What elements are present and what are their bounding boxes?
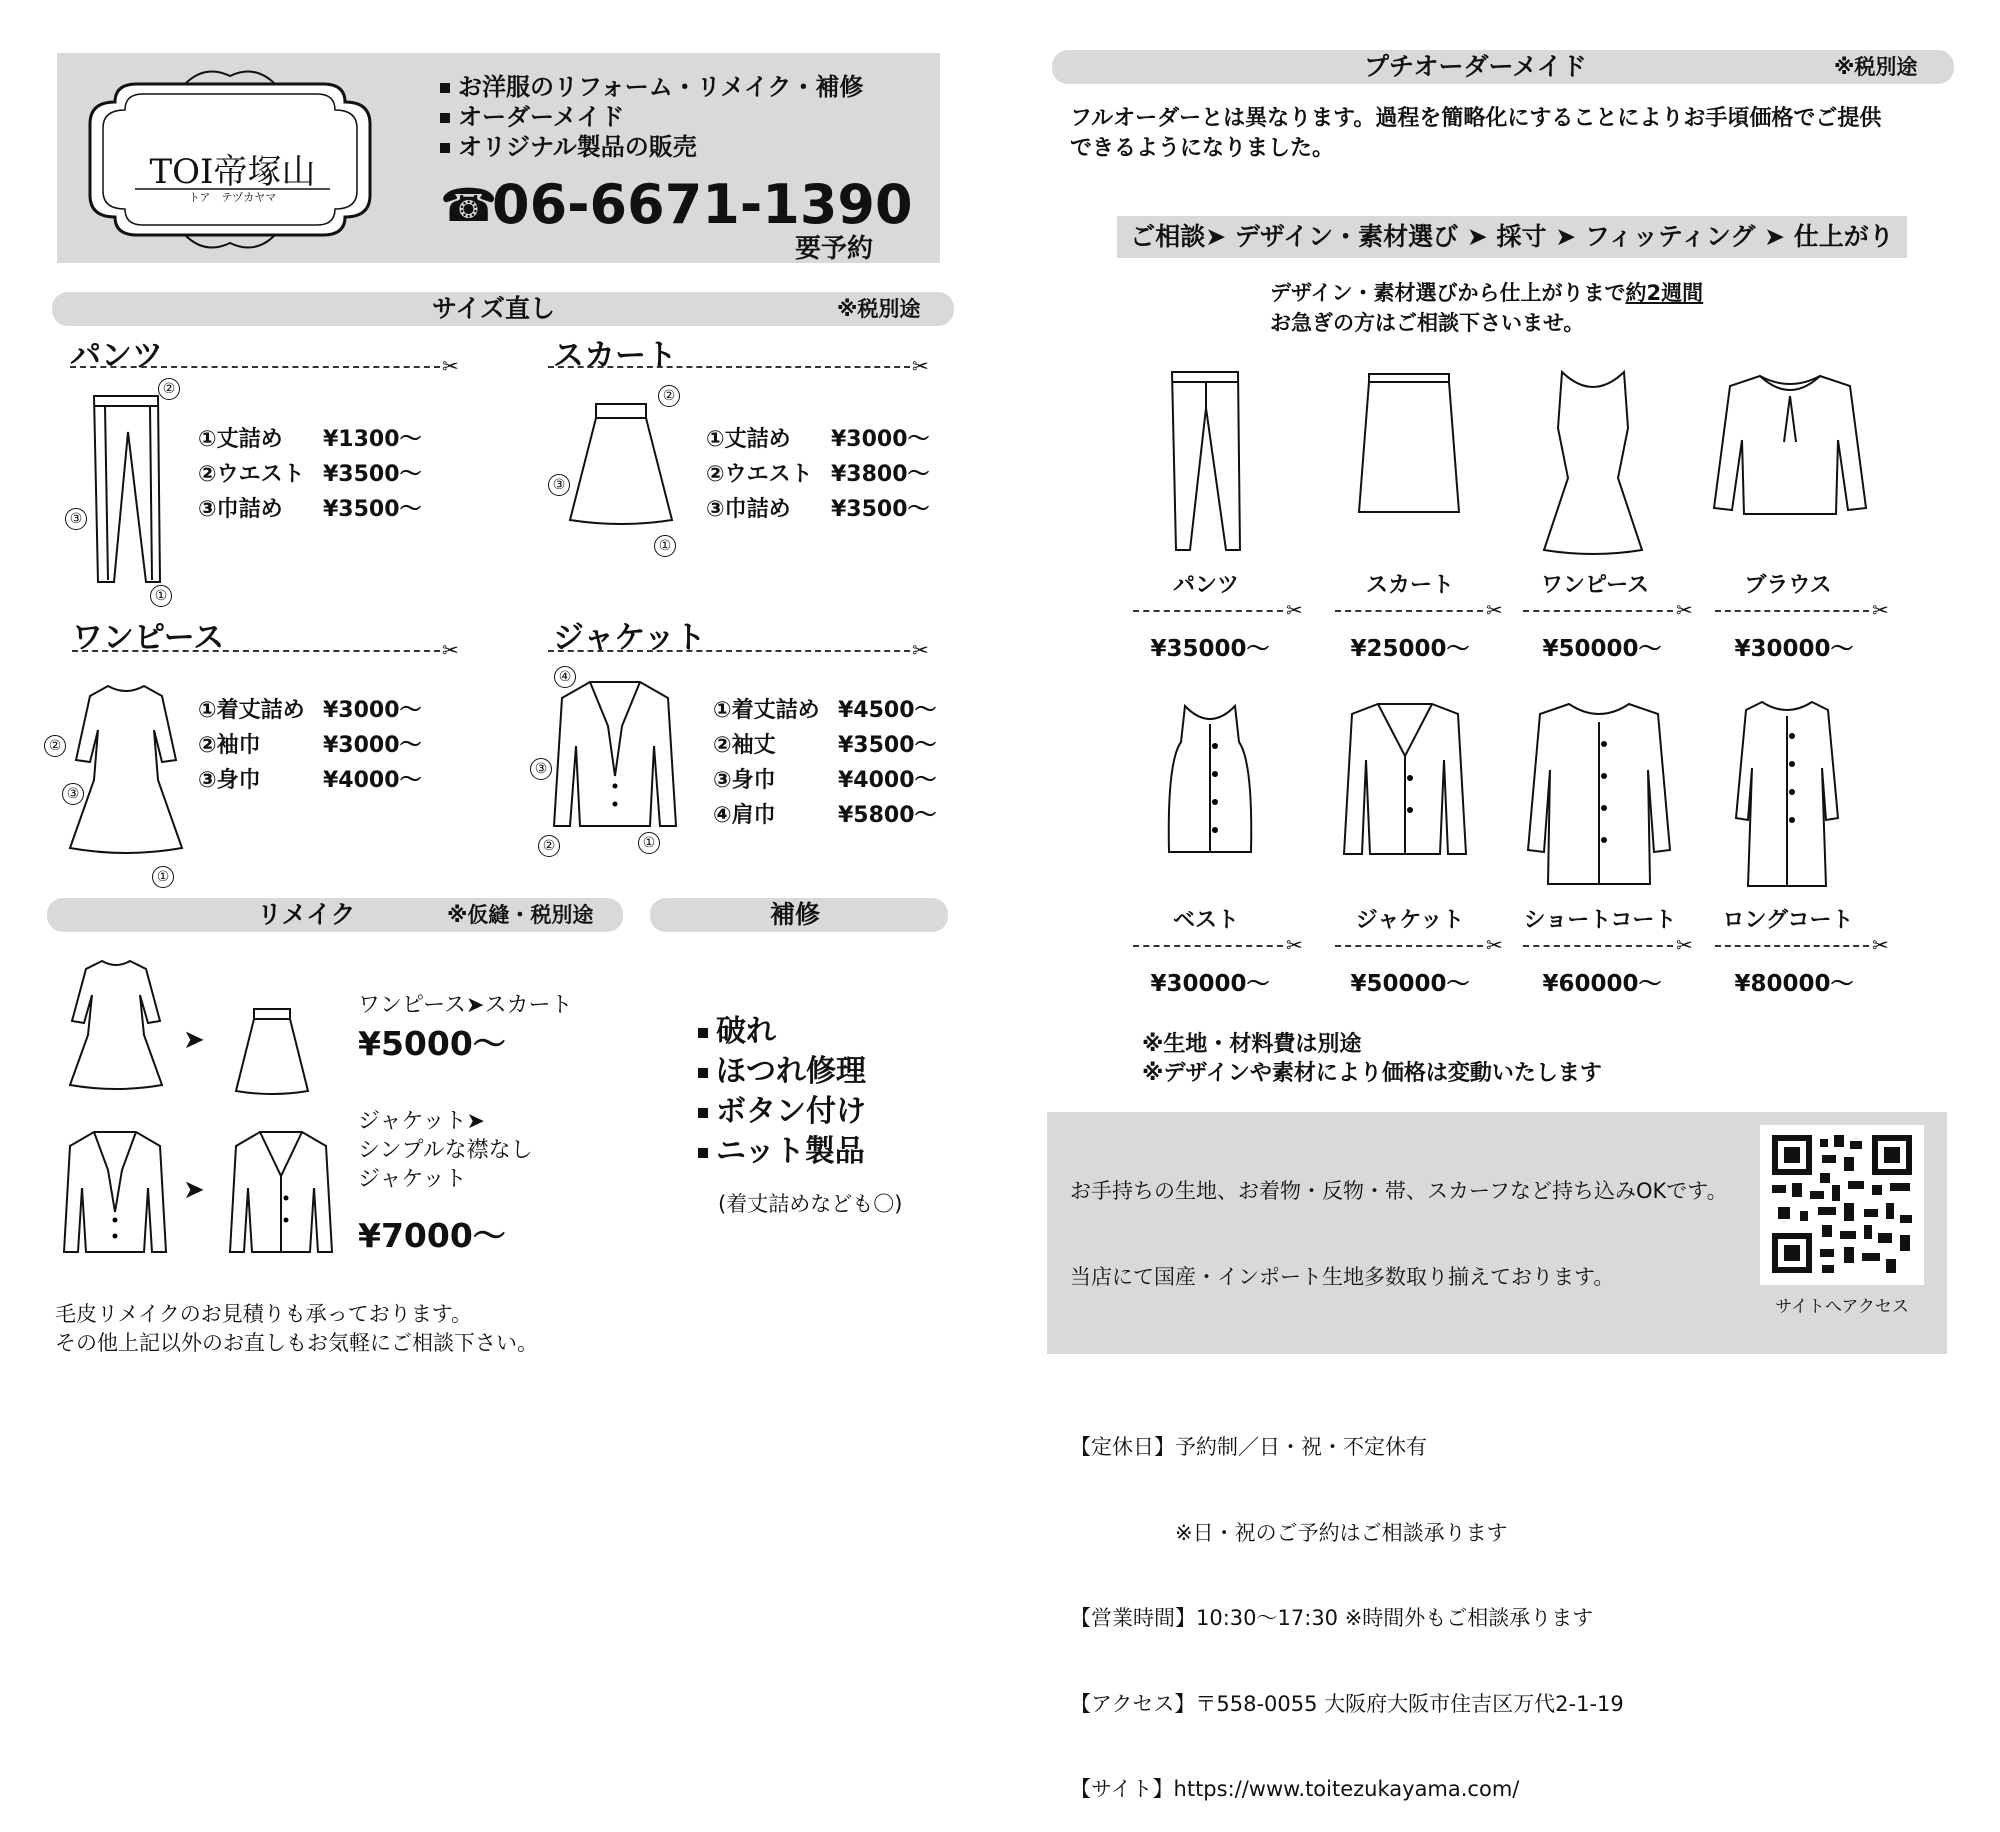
product-name: パンツ bbox=[1172, 573, 1239, 598]
qr-caption: サイトへアクセス bbox=[1775, 1297, 1909, 1317]
cut-line bbox=[72, 650, 440, 652]
marker-1: ① bbox=[150, 585, 172, 607]
pants-illustration bbox=[90, 392, 170, 592]
duration-text: デザイン・素材選びから仕上がりまで約2週間 お急ぎの方はご相談下さいませ。 bbox=[1270, 281, 1704, 335]
repair-list bbox=[698, 1012, 866, 1172]
product-name: スカート bbox=[1365, 573, 1454, 598]
short-coat-illustration bbox=[1524, 700, 1674, 890]
remake-header bbox=[47, 898, 623, 932]
product-name: ブラウス bbox=[1744, 573, 1832, 598]
price-row: ②ウエスト ¥3800〜 bbox=[706, 462, 930, 487]
pants-illustration bbox=[1168, 368, 1248, 558]
remake-item1-label: ワンピース➤スカート bbox=[358, 993, 573, 1018]
marker-2: ② bbox=[44, 735, 66, 757]
cut-line bbox=[1133, 610, 1283, 612]
petit-tax-note: ※税別途 bbox=[1834, 55, 1918, 79]
scissors-icon: ✂ bbox=[1486, 933, 1503, 957]
scissors-icon: ✂ bbox=[1872, 598, 1889, 622]
price-row: ②ウエスト ¥3500〜 bbox=[198, 462, 422, 487]
collarless-jacket-illustration bbox=[226, 1128, 336, 1258]
product-name: ショートコート bbox=[1523, 908, 1677, 933]
skirt-title: スカート bbox=[553, 338, 677, 374]
cut-line bbox=[1133, 945, 1283, 947]
scissors-icon: ✂ bbox=[442, 354, 459, 378]
scissors-icon: ✂ bbox=[1286, 598, 1303, 622]
onepiece-title: ワンピース bbox=[72, 620, 225, 656]
marker-3: ③ bbox=[62, 783, 84, 805]
price-row: ③身巾 ¥4000〜 bbox=[198, 768, 422, 793]
repair-title: 補修 bbox=[770, 900, 821, 929]
pants-title: パンツ bbox=[70, 338, 163, 374]
marker-3: ③ bbox=[65, 508, 87, 530]
scissors-icon: ✂ bbox=[912, 638, 929, 662]
product-price: ¥30000〜 bbox=[1734, 636, 1854, 662]
cut-line bbox=[1335, 945, 1483, 947]
product-price: ¥50000〜 bbox=[1542, 636, 1662, 662]
marker-4: ④ bbox=[554, 666, 576, 688]
product-name: ロングコート bbox=[1722, 908, 1854, 933]
logo-sub: トア テヅカヤマ bbox=[188, 191, 277, 204]
remake-item1-price: ¥5000〜 bbox=[358, 1024, 506, 1063]
marker-2: ② bbox=[658, 385, 680, 407]
service-item: お洋服のリフォーム・リメイク・補修 bbox=[440, 72, 863, 102]
price-row: ①着丈詰め ¥4500〜 bbox=[713, 698, 937, 723]
scissors-icon: ✂ bbox=[1486, 598, 1503, 622]
reservation-note: 要予約 bbox=[795, 234, 874, 264]
product-name: ジャケット bbox=[1355, 908, 1465, 933]
repair-item: ニット製品 bbox=[698, 1132, 866, 1172]
cut-line bbox=[548, 650, 910, 652]
tax-note: ※税別途 bbox=[837, 297, 921, 321]
jacket-illustration bbox=[550, 676, 680, 836]
scissors-icon: ✂ bbox=[1872, 933, 1889, 957]
petit-order-title: プチオーダーメイド bbox=[1364, 52, 1587, 81]
info-text: お手持ちの生地、お着物・反物・帯、スカーフなど持ち込みOKです。 当店にて国産・インポート生地多数取り揃えております。 【定休日】予約制／日・祝・不定休有 ※日・祝のご予約はご相談承ります 【営業時間】10:30〜17:30 ※時間外もご相談承ります 【アクセス】〒558-0055 大阪府大阪市住吉区万代2-1-19 【サイト】https://www.toitezukayama.com/ bbox=[1070, 1120, 1728, 1832]
product-name: ベスト bbox=[1172, 908, 1239, 933]
jacket-illustration bbox=[60, 1128, 170, 1258]
price-row: ②袖巾 ¥3000〜 bbox=[198, 733, 422, 758]
jacket-illustration bbox=[1340, 700, 1470, 860]
remake-item2-label: ジャケット➤ シンプルな襟なし ジャケット bbox=[358, 1109, 533, 1192]
marker-1: ① bbox=[152, 866, 174, 888]
scissors-icon: ✂ bbox=[1676, 933, 1693, 957]
jacket-title: ジャケット bbox=[553, 620, 706, 656]
product-price: ¥35000〜 bbox=[1150, 636, 1270, 662]
remake-item2-price: ¥7000〜 bbox=[358, 1216, 506, 1255]
duration-underlined: 約2週間 bbox=[1625, 281, 1704, 305]
product-price: ¥25000〜 bbox=[1350, 636, 1470, 662]
site-url: 【サイト】https://www.toitezukayama.com/ bbox=[1070, 1777, 1520, 1801]
service-item: オーダーメイド bbox=[440, 102, 863, 132]
scissors-icon: ✂ bbox=[1676, 598, 1693, 622]
onepiece-illustration bbox=[1538, 368, 1648, 558]
cut-line bbox=[1715, 610, 1869, 612]
price-row: ①丈詰め ¥1300〜 bbox=[198, 427, 422, 452]
product-price: ¥30000〜 bbox=[1150, 971, 1270, 997]
remake-footer: 毛皮リメイクのお見積りも承っております。 その他上記以外のお直しもお気軽にご相談下さい。 bbox=[55, 1302, 538, 1355]
repair-header bbox=[650, 898, 948, 932]
process-flow: ご相談➤ デザイン・素材選び ➤ 採寸 ➤ フィッティング ➤ 仕上がり bbox=[1117, 216, 1907, 258]
size-alteration-header bbox=[52, 292, 954, 326]
skirt-illustration bbox=[232, 1005, 312, 1097]
scissors-icon: ✂ bbox=[912, 354, 929, 378]
price-row: ①着丈詰め ¥3000〜 bbox=[198, 698, 422, 723]
onepiece-illustration bbox=[66, 680, 186, 860]
cut-line bbox=[1335, 610, 1483, 612]
price-row: ①丈詰め ¥3000〜 bbox=[706, 427, 930, 452]
blouse-illustration bbox=[1710, 370, 1870, 520]
price-row: ④肩巾 ¥5800〜 bbox=[713, 803, 937, 828]
phone-number: 06-6671-1390 bbox=[492, 173, 913, 236]
cut-line bbox=[1523, 945, 1673, 947]
jacket-price-list bbox=[713, 693, 937, 833]
scissors-icon: ✂ bbox=[1286, 933, 1303, 957]
price-row: ②袖丈 ¥3500〜 bbox=[713, 733, 937, 758]
cut-line bbox=[548, 366, 910, 368]
petit-notes: ※生地・材料費は別途 ※デザインや素材により価格は変動いたします bbox=[1142, 1032, 1602, 1086]
qr-code[interactable] bbox=[1760, 1125, 1924, 1285]
arrow-icon: ➤ bbox=[183, 1025, 205, 1055]
pants-price-list bbox=[198, 422, 422, 527]
marker-1: ① bbox=[638, 832, 660, 854]
marker-3: ③ bbox=[548, 474, 570, 496]
skirt-price-list bbox=[706, 422, 930, 527]
onepiece-price-list bbox=[198, 693, 422, 798]
product-price: ¥50000〜 bbox=[1350, 971, 1470, 997]
marker-2: ② bbox=[538, 835, 560, 857]
repair-item: 破れ bbox=[698, 1012, 866, 1052]
service-list bbox=[440, 72, 863, 162]
product-price: ¥60000〜 bbox=[1542, 971, 1662, 997]
cut-line bbox=[1715, 945, 1869, 947]
arrow-icon: ➤ bbox=[183, 1175, 205, 1205]
long-coat-illustration bbox=[1732, 698, 1842, 893]
logo bbox=[75, 62, 385, 257]
size-alteration-title: サイズ直し bbox=[432, 294, 556, 323]
scissors-icon: ✂ bbox=[442, 638, 459, 662]
onepiece-illustration bbox=[66, 955, 166, 1095]
skirt-illustration bbox=[1355, 370, 1465, 520]
price-row: ③巾詰め ¥3500〜 bbox=[198, 497, 422, 522]
product-price: ¥80000〜 bbox=[1734, 971, 1854, 997]
marker-1: ① bbox=[654, 535, 676, 557]
petit-intro: フルオーダーとは異なります。過程を簡略化にすることによりお手頃価格でご提供 できるようになりました。 bbox=[1070, 106, 1882, 161]
price-row: ③巾詰め ¥3500〜 bbox=[706, 497, 930, 522]
product-name: ワンピース bbox=[1540, 573, 1650, 598]
remake-title: リメイク bbox=[257, 900, 356, 929]
vest-illustration bbox=[1165, 702, 1255, 862]
marker-2: ② bbox=[158, 378, 180, 400]
repair-note: (着丈詰めなども〇) bbox=[718, 1192, 903, 1216]
cut-line bbox=[1523, 610, 1673, 612]
marker-3: ③ bbox=[530, 758, 552, 780]
cut-line bbox=[70, 366, 440, 368]
remake-note: ※仮縫・税別途 bbox=[447, 903, 594, 927]
phone-icon: ☎ bbox=[440, 178, 498, 232]
service-item: オリジナル製品の販売 bbox=[440, 132, 863, 162]
repair-item: ほつれ修理 bbox=[698, 1052, 866, 1092]
repair-item: ボタン付け bbox=[698, 1092, 866, 1132]
logo-main: TOI帝塚山 bbox=[149, 152, 316, 192]
petit-order-header bbox=[1052, 50, 1954, 84]
skirt-illustration bbox=[566, 400, 676, 530]
price-row: ③身巾 ¥4000〜 bbox=[713, 768, 937, 793]
